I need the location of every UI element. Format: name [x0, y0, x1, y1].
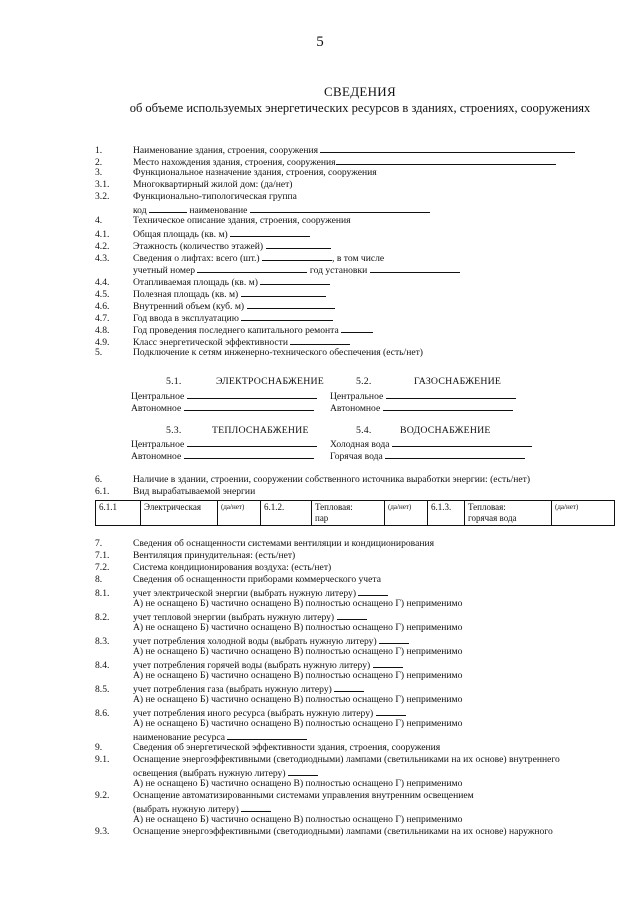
heat-central: Центральное	[131, 437, 317, 451]
item-8: 8. Сведения об оснащенности приборами коммерческого учета	[95, 574, 381, 585]
field-electric-autonomous[interactable]	[184, 401, 314, 411]
net-5-2-num: 5.2.	[356, 376, 372, 387]
item-4-3: 4.3. Сведения о лифтах: всего (шт.) , в том числе	[95, 253, 385, 264]
item-9-1-cont: освещения (выбрать нужную литеру)	[95, 766, 318, 778]
field-install-year[interactable]	[370, 263, 460, 273]
item-4-6: 4.6. Внутренний объем (куб. м)	[95, 299, 335, 311]
item-4-5: 4.5. Полезная площадь (кв. м)	[95, 287, 326, 299]
document-subtitle: об объеме используемых энергетических ресурсов в зданиях, строениях, сооружениях	[129, 101, 591, 115]
item-8-2: 8.2. учет тепловой энергии (выбрать нужную литеру)	[95, 610, 367, 622]
cell-electric-yesno[interactable]: (да/нет)	[218, 501, 261, 526]
cell-num-612: 6.1.2.	[261, 501, 312, 526]
field-floors[interactable]	[266, 239, 331, 249]
net-5-3-title: ТЕПЛОСНАБЖЕНИЕ	[212, 425, 309, 436]
field-elevator-number[interactable]	[197, 263, 307, 273]
field-code[interactable]	[149, 203, 187, 213]
item-8-5: 8.5. учет потребления газа (выбрать нужную литеру)	[95, 682, 364, 694]
field-heat-autonomous[interactable]	[184, 449, 314, 459]
field-useful-area[interactable]	[241, 287, 326, 297]
net-5-4-title: ВОДОСНАБЖЕНИЕ	[400, 425, 491, 436]
item-5: 5. Подключение к сетям инженерно-технического обеспечения (есть/нет)	[95, 347, 423, 358]
cold-water: Холодная вода	[330, 437, 532, 451]
field-8-6[interactable]	[376, 706, 406, 716]
field-elevators-total[interactable]	[262, 251, 332, 261]
field-8-1[interactable]	[358, 586, 388, 596]
item-3-1: 3.1. Многоквартирный жилой дом: (да/нет)	[95, 179, 293, 190]
item-7-1: 7.1. Вентиляция принудительная: (есть/нет)	[95, 550, 296, 561]
net-5-3-num: 5.3.	[166, 425, 182, 436]
cell-num-613: 6.1.3.	[428, 501, 465, 526]
field-group-name[interactable]	[250, 203, 430, 213]
item-4-7: 4.7. Год ввода в эксплуатацию	[95, 311, 333, 323]
item-1: 1. Наименование здания, строения, сооружения	[95, 143, 575, 155]
page-number: 5	[316, 34, 324, 50]
field-building-name[interactable]	[320, 143, 575, 153]
field-heat-central[interactable]	[187, 437, 317, 447]
electric-autonomous: Автономное	[131, 401, 314, 415]
cell-steam-yesno[interactable]: (да/нет)	[385, 501, 428, 526]
field-8-2[interactable]	[337, 610, 367, 620]
field-8-4[interactable]	[373, 658, 403, 668]
item-9-2-choices: А) не оснащено Б) частично оснащено В) полностью оснащено Г) неприменимо	[133, 814, 463, 825]
field-electric-central[interactable]	[187, 389, 317, 399]
field-8-3[interactable]	[379, 634, 409, 644]
item-9-1-choices: А) не оснащено Б) частично оснащено В) полностью оснащено Г) неприменимо	[133, 778, 463, 789]
field-gas-central[interactable]	[386, 389, 516, 399]
field-cold-water[interactable]	[392, 437, 532, 447]
hot-water: Горячая вода	[330, 449, 525, 463]
item-4-4: 4.4. Отапливаемая площадь (кв. м)	[95, 275, 330, 287]
net-5-2-title: ГАЗОСНАБЖЕНИЕ	[414, 376, 502, 387]
field-repair-year[interactable]	[341, 323, 373, 333]
item-3-2: 3.2. Функционально-типологическая группа	[95, 191, 297, 202]
item-3: 3. Функциональное назначение здания, строения, сооружения	[95, 167, 377, 178]
item-9-2-cont: (выбрать нужную литеру)	[95, 802, 271, 814]
item-8-6-resource: наименование ресурса	[95, 730, 307, 742]
net-5-1-title: ЭЛЕКТРОСНАБЖЕНИЕ	[216, 376, 324, 387]
item-4-3-detail: учетный номер год установки	[95, 263, 460, 275]
item-9: 9. Сведения об энергетической эффективности здания, строения, сооружения	[95, 742, 441, 753]
item-7: 7. Сведения об оснащенности системами вентиляции и кондиционирования	[95, 538, 435, 549]
net-5-1-num: 5.1.	[166, 376, 182, 387]
gas-central: Центральное	[330, 389, 516, 403]
item-3-2-code: код наименование	[95, 203, 430, 215]
field-commission-year[interactable]	[241, 311, 333, 321]
item-7-2: 7.2. Система кондиционирования воздуха: (есть/нет)	[95, 562, 332, 573]
field-9-2[interactable]	[241, 802, 271, 812]
item-9-3: 9.3. Оснащение энергоэффективными (светодиодными) лампами (светильниками на их основе) наружного	[95, 826, 553, 837]
item-8-3: 8.3. учет потребления холодной воды (выбрать нужную литеру)	[95, 634, 409, 646]
field-hot-water[interactable]	[385, 449, 525, 459]
field-8-5[interactable]	[334, 682, 364, 692]
item-4-2: 4.2. Этажность (количество этажей)	[95, 239, 331, 251]
field-heated-area[interactable]	[260, 275, 330, 285]
item-8-4: 8.4. учет потребления горячей воды (выбрать нужную литеру)	[95, 658, 403, 670]
field-volume[interactable]	[247, 299, 335, 309]
electric-central: Центральное	[131, 389, 317, 403]
cell-electric: Электрическая	[141, 501, 218, 526]
net-5-4-num: 5.4.	[356, 425, 372, 436]
cell-num-611: 6.1.1	[96, 501, 141, 526]
item-8-3-choices: А) не оснащено Б) частично оснащено В) полностью оснащено Г) неприменимо	[133, 646, 463, 657]
item-9-1: 9.1. Оснащение энергоэффективными (светодиодными) лампами (светильниками на их основе) внутреннего	[95, 754, 560, 765]
cell-heat-steam: Тепловая: пар	[312, 501, 385, 526]
item-2: 2. Место нахождения здания, строения, сооружения	[95, 155, 556, 167]
energy-type-table	[95, 500, 615, 526]
item-8-2-choices: А) не оснащено Б) частично оснащено В) полностью оснащено Г) неприменимо	[133, 622, 463, 633]
item-4-9: 4.9. Класс энергетической эффективности	[95, 335, 350, 347]
item-8-5-choices: А) не оснащено Б) частично оснащено В) полностью оснащено Г) неприменимо	[133, 694, 463, 705]
field-9-1[interactable]	[288, 766, 318, 776]
cell-hotwater-yesno[interactable]: (да/нет)	[552, 501, 615, 526]
item-9-2: 9.2. Оснащение автоматизированными системами управления внутренним освещением	[95, 790, 474, 801]
gas-autonomous: Автономное	[330, 401, 513, 415]
field-efficiency-class[interactable]	[290, 335, 350, 345]
item-6-1: 6.1. Вид вырабатываемой энергии	[95, 486, 256, 497]
item-8-4-choices: А) не оснащено Б) частично оснащено В) полностью оснащено Г) неприменимо	[133, 670, 463, 681]
item-8-6: 8.6. учет потребления иного ресурса (выбрать нужную литеру)	[95, 706, 406, 718]
item-8-1-choices: А) не оснащено Б) частично оснащено В) полностью оснащено Г) неприменимо	[133, 598, 463, 609]
item-4-8: 4.8. Год проведения последнего капитального ремонта	[95, 323, 373, 335]
item-4-1: 4.1. Общая площадь (кв. м)	[95, 227, 310, 239]
cell-heat-hotwater: Тепловая: горячая вода	[465, 501, 552, 526]
document-title: СВЕДЕНИЯ	[324, 84, 396, 99]
item-4: 4. Техническое описание здания, строения, сооружения	[95, 215, 351, 226]
field-total-area[interactable]	[230, 227, 310, 237]
table-row	[96, 501, 615, 526]
item-8-6-choices: А) не оснащено Б) частично оснащено В) полностью оснащено Г) неприменимо	[133, 718, 463, 729]
field-gas-autonomous[interactable]	[383, 401, 513, 411]
item-8-1: 8.1. учет электрической энергии (выбрать нужную литеру)	[95, 586, 388, 598]
field-resource-name[interactable]	[227, 730, 307, 740]
heat-autonomous: Автономное	[131, 449, 314, 463]
item-6: 6. Наличие в здании, строении, сооружении собственного источника выработки энергии: (есть/нет)	[95, 474, 531, 485]
field-location[interactable]	[336, 155, 556, 165]
